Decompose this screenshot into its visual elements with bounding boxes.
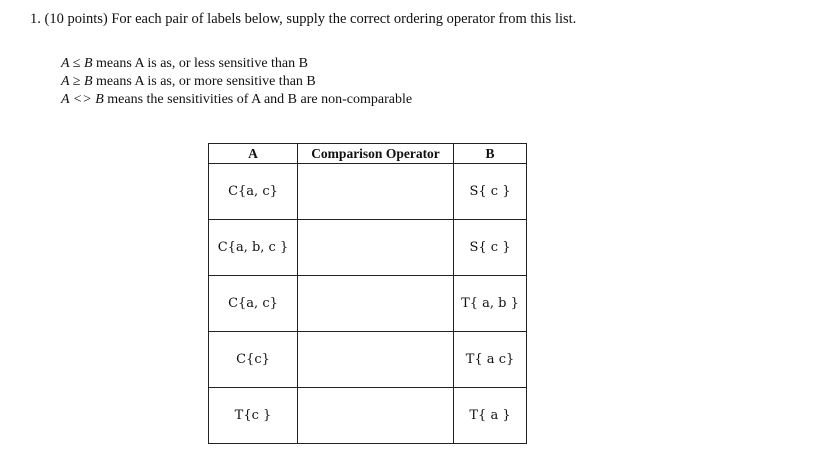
cell-b: T{ a c} [454,332,527,388]
table-row [209,164,527,220]
cell-b: T{ a } [454,388,527,444]
question-text: 1. (10 points) For each pair of labels below, supply the correct ordering operator from this list. [30,11,577,27]
cell-b: T{ a, b } [454,276,527,332]
cell-operator[interactable] [298,332,454,388]
cell-operator[interactable] [298,388,454,444]
header-b: B [454,144,527,164]
header-a: A [209,144,298,164]
cell-b: S{ c } [454,220,527,276]
definition-symbol: A ≤ B [61,56,93,71]
cell-a: C{a, c} [209,276,298,332]
cell-operator[interactable] [298,164,454,220]
definition-symbol: A ≥ B [61,74,93,89]
cell-operator[interactable] [298,220,454,276]
definition-meaning: means the sensitivities of A and B are non-comparable [103,92,413,107]
cell-a: C{a, c} [209,164,298,220]
operator-definitions [61,55,412,109]
cell-b: S{ c } [454,164,527,220]
cell-operator[interactable] [298,276,454,332]
header-operator: Comparison Operator [298,144,454,164]
definition-symbol: A <> B [61,92,104,107]
table-row [209,388,527,444]
definition-greater-equal [61,73,412,91]
cell-a: C{c} [209,332,298,388]
definition-non-comparable [61,91,412,109]
table-row [209,276,527,332]
table-row [209,332,527,388]
cell-a: T{c } [209,388,298,444]
definition-meaning: means A is as, or more sensitive than B [92,74,316,89]
comparison-table [208,143,527,444]
definition-meaning: means A is as, or less sensitive than B [92,56,308,71]
definition-less-equal [61,55,412,73]
table-header-row [209,144,527,164]
table-row [209,220,527,276]
cell-a: C{a, b, c } [209,220,298,276]
